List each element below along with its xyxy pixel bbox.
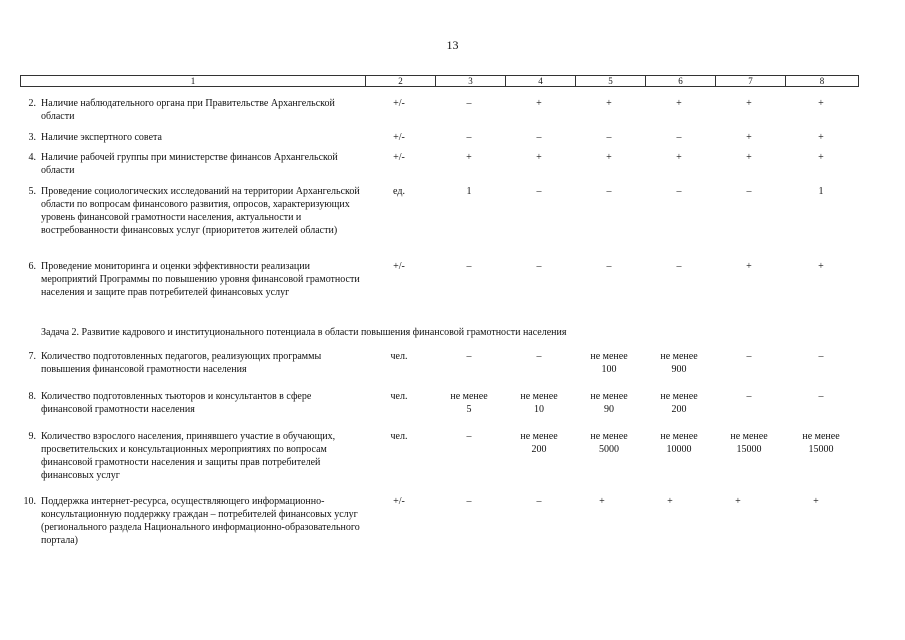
- cell-col-4: +: [536, 152, 542, 163]
- row-description: Поддержка интернет-ресурса, осуществляющего информационно-консультационную поддержку граждан – потребителей финансовых услуг (регионального раздела Национального информационно-образовательного портала): [41, 496, 360, 546]
- cell-col-3: –: [466, 261, 472, 272]
- row-number: 7.: [28, 351, 36, 362]
- cell-col-5: +: [606, 98, 612, 109]
- cell-col-8: не менее 15000: [802, 431, 840, 455]
- cell-col-6: –: [676, 261, 682, 272]
- cell-col-7: –: [746, 186, 752, 197]
- cell-col-5: –: [606, 132, 612, 143]
- header-col-1: 1: [21, 76, 366, 87]
- cell-unit: +/-: [393, 496, 405, 507]
- cell-col-4: –: [536, 351, 542, 362]
- cell-unit: +/-: [393, 261, 405, 272]
- row-number: 4.: [28, 152, 36, 163]
- cell-col-5: –: [606, 186, 612, 197]
- header-col-4: 4: [506, 76, 576, 87]
- cell-unit: +/-: [393, 152, 405, 163]
- cell-col-6: +: [676, 98, 682, 109]
- cell-col-4: не менее 200: [520, 431, 558, 455]
- row-description: Проведение социологических исследований на территории Архангельской области по вопросам финансового развития, опросов, характеризующих уровень финансовой грамотности населения, актуальности и востребованности финансовых услуг (приоритетов жителей области): [41, 186, 360, 236]
- header-col-5: 5: [576, 76, 646, 87]
- cell-col-5: +: [606, 152, 612, 163]
- cell-col-3: –: [466, 98, 472, 109]
- cell-unit: ед.: [393, 186, 405, 197]
- cell-col-5: не менее 90: [590, 391, 628, 415]
- cell-col-8: +: [818, 261, 824, 272]
- cell-unit: +/-: [393, 98, 405, 109]
- cell-col-3: 1: [466, 186, 472, 197]
- cell-col-5: +: [599, 496, 605, 507]
- row-number: 3.: [28, 132, 36, 143]
- page-number: 13: [446, 38, 459, 52]
- header-col-2: 2: [366, 76, 436, 87]
- row-number: 5.: [28, 186, 36, 197]
- column-header-row: [20, 75, 859, 87]
- cell-col-6: не менее 10000: [660, 431, 698, 455]
- row-number: 6.: [28, 261, 36, 272]
- header-col-6: 6: [646, 76, 716, 87]
- cell-col-6: –: [676, 132, 682, 143]
- cell-col-7: не менее 15000: [730, 431, 768, 455]
- cell-col-8: +: [818, 152, 824, 163]
- cell-col-4: –: [536, 496, 542, 507]
- cell-col-7: –: [746, 391, 752, 402]
- cell-col-7: +: [746, 132, 752, 143]
- header-col-7: 7: [716, 76, 786, 87]
- cell-col-4: не менее 10: [520, 391, 558, 415]
- cell-col-5: не менее 5000: [590, 431, 628, 455]
- cell-col-8: –: [818, 391, 824, 402]
- cell-col-3: –: [466, 351, 472, 362]
- row-description: Наличие рабочей группы при министерстве финансов Архангельской области: [41, 152, 338, 176]
- task-heading: Задача 2. Развитие кадрового и институционального потенциала в области повышения финансовой грамотности населения: [41, 327, 567, 338]
- row-description: Проведение мониторинга и оценки эффективности реализации мероприятий Программы по повышению уровня финансовой грамотности населения и защите прав потребителей финансовых услуг: [41, 261, 360, 298]
- row-description: Количество подготовленных тьюторов и консультантов в сфере финансовой грамотности населения: [41, 391, 312, 415]
- cell-col-3: +: [466, 152, 472, 163]
- header-col-8: 8: [786, 76, 859, 87]
- cell-col-8: +: [818, 98, 824, 109]
- cell-unit: чел.: [390, 391, 408, 402]
- cell-col-4: +: [536, 98, 542, 109]
- cell-col-5: не менее 100: [590, 351, 628, 375]
- cell-col-8: +: [813, 496, 819, 507]
- cell-unit: чел.: [390, 351, 408, 362]
- row-number: 2.: [28, 98, 36, 109]
- cell-col-4: –: [536, 132, 542, 143]
- cell-col-5: –: [606, 261, 612, 272]
- row-description: Количество взрослого населения, принявшего участие в обучающих, просветительских и консультационных мероприятиях по вопросам финансовой грамотности населения и защиты прав потребителей финансовых услуг: [41, 431, 336, 481]
- cell-unit: чел.: [390, 431, 408, 442]
- cell-col-8: 1: [818, 186, 824, 197]
- cell-col-4: –: [536, 261, 542, 272]
- cell-col-7: +: [746, 98, 752, 109]
- cell-col-8: –: [818, 351, 824, 362]
- cell-col-3: –: [466, 431, 472, 442]
- cell-col-4: –: [536, 186, 542, 197]
- cell-col-8: +: [818, 132, 824, 143]
- row-description: Наличие экспертного совета: [41, 132, 162, 143]
- cell-col-3: не менее 5: [450, 391, 488, 415]
- cell-col-7: –: [746, 351, 752, 362]
- row-description: Наличие наблюдательного органа при Правительстве Архангельской области: [41, 98, 335, 122]
- cell-col-6: –: [676, 186, 682, 197]
- cell-col-3: –: [466, 132, 472, 143]
- cell-col-3: –: [466, 496, 472, 507]
- row-number: 8.: [28, 391, 36, 402]
- row-description: Количество подготовленных педагогов, реализующих программы повышения финансовой грамотности населения: [41, 351, 322, 375]
- cell-unit: +/-: [393, 132, 405, 143]
- cell-col-6: не менее 900: [660, 351, 698, 375]
- cell-col-6: +: [676, 152, 682, 163]
- row-number: 10.: [23, 496, 36, 507]
- row-number: 9.: [28, 431, 36, 442]
- cell-col-7: +: [735, 496, 741, 507]
- cell-col-7: +: [746, 152, 752, 163]
- cell-col-6: +: [667, 496, 673, 507]
- header-col-3: 3: [436, 76, 506, 87]
- cell-col-6: не менее 200: [660, 391, 698, 415]
- cell-col-7: +: [746, 261, 752, 272]
